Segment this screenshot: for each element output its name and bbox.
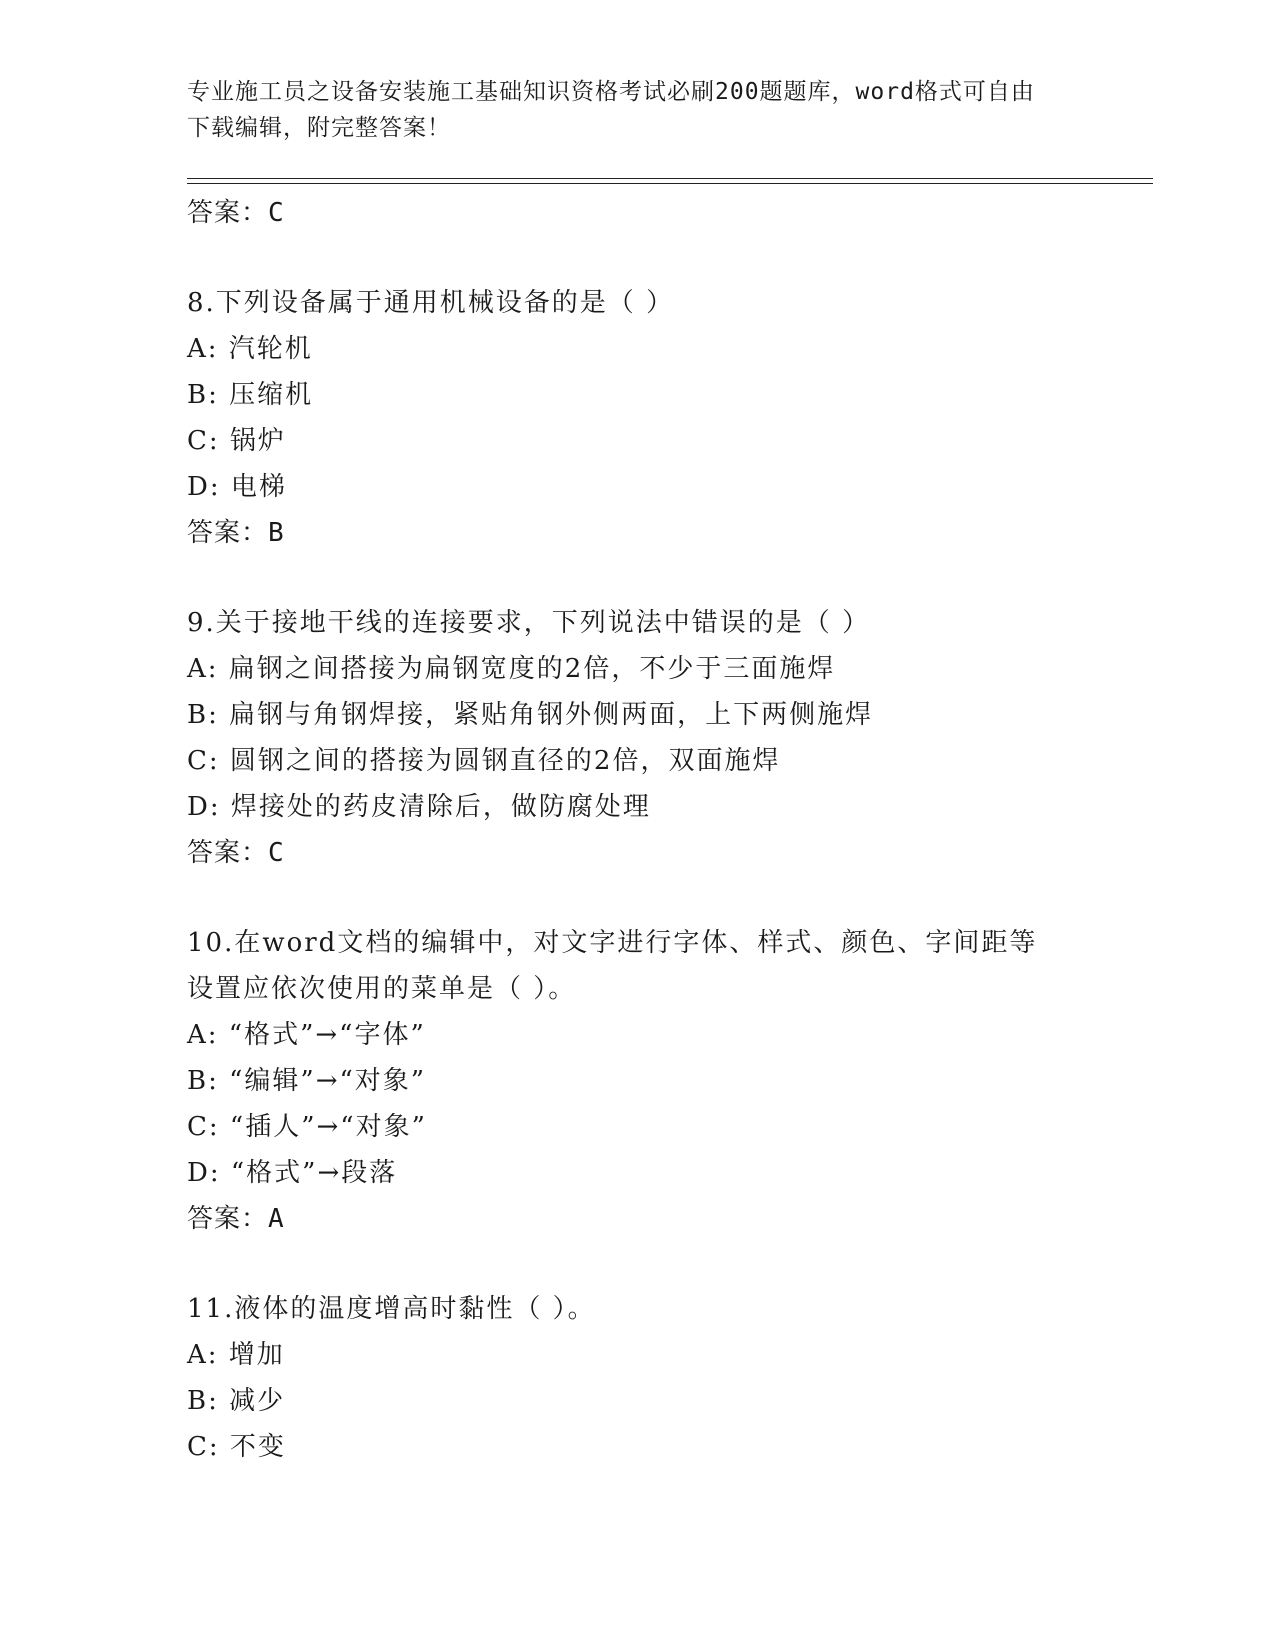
question-10-answer: 答案：A [187, 1204, 285, 1234]
document-header [187, 74, 1087, 146]
question-9-option-a: A: 扁钢之间搭接为扁钢宽度的2倍，不少于三面施焊 [187, 654, 836, 684]
header-line-2: 下载编辑，附完整答案！ [187, 115, 451, 141]
question-8 [187, 280, 1153, 556]
document-body [187, 190, 1153, 1470]
spacer [187, 556, 1153, 600]
header-rule-bottom [187, 183, 1153, 184]
answer-prev: 答案：C [187, 198, 285, 228]
question-8-option-c: C: 锅炉 [187, 426, 286, 456]
question-10-option-c: C: “插人”→“对象” [187, 1112, 427, 1142]
question-9-option-c: C: 圆钢之间的搭接为圆钢直径的2倍，双面施焊 [187, 746, 781, 776]
question-11-option-a: A: 增加 [187, 1340, 285, 1370]
question-10-text-line-2: 设置应依次使用的菜单是（ ）。 [187, 974, 577, 1004]
question-8-answer: 答案：B [187, 518, 285, 548]
question-10-option-b: B: “编辑”→“对象” [187, 1066, 427, 1096]
question-9-answer: 答案：C [187, 838, 285, 868]
question-11-option-c: C: 不变 [187, 1432, 286, 1462]
spacer [187, 236, 1153, 280]
question-8-option-a: A: 汽轮机 [187, 334, 313, 364]
question-11-option-b: B: 减少 [187, 1386, 286, 1416]
question-8-text: 8.下列设备属于通用机械设备的是（ ） [187, 288, 675, 318]
question-9-option-d: D: 焊接处的药皮清除后，做防腐处理 [187, 792, 651, 822]
question-10-option-a: A: “格式”→“字体” [187, 1020, 426, 1050]
question-10 [187, 920, 1153, 1242]
spacer [187, 1242, 1153, 1286]
question-9-text: 9.关于接地干线的连接要求，下列说法中错误的是（ ） [187, 608, 871, 638]
question-9 [187, 600, 1153, 876]
question-8-option-b: B: 压缩机 [187, 380, 314, 410]
header-line-1: 专业施工员之设备安装施工基础知识资格考试必刷200题题库，word格式可自由 [187, 79, 1035, 105]
question-11-text: 11.液体的温度增高时黏性（ ）。 [187, 1294, 596, 1324]
question-10-text-line-1: 10.在word文档的编辑中，对文字进行字体、样式、颜色、字间距等 [187, 928, 1038, 958]
header-rule-top [187, 178, 1153, 179]
question-11 [187, 1286, 1153, 1470]
spacer [187, 876, 1153, 920]
question-9-option-b: B: 扁钢与角钢焊接，紧贴角钢外侧两面，上下两侧施焊 [187, 700, 874, 730]
question-10-option-d: D: “格式”→段落 [187, 1158, 398, 1188]
question-8-option-d: D: 电梯 [187, 472, 287, 502]
